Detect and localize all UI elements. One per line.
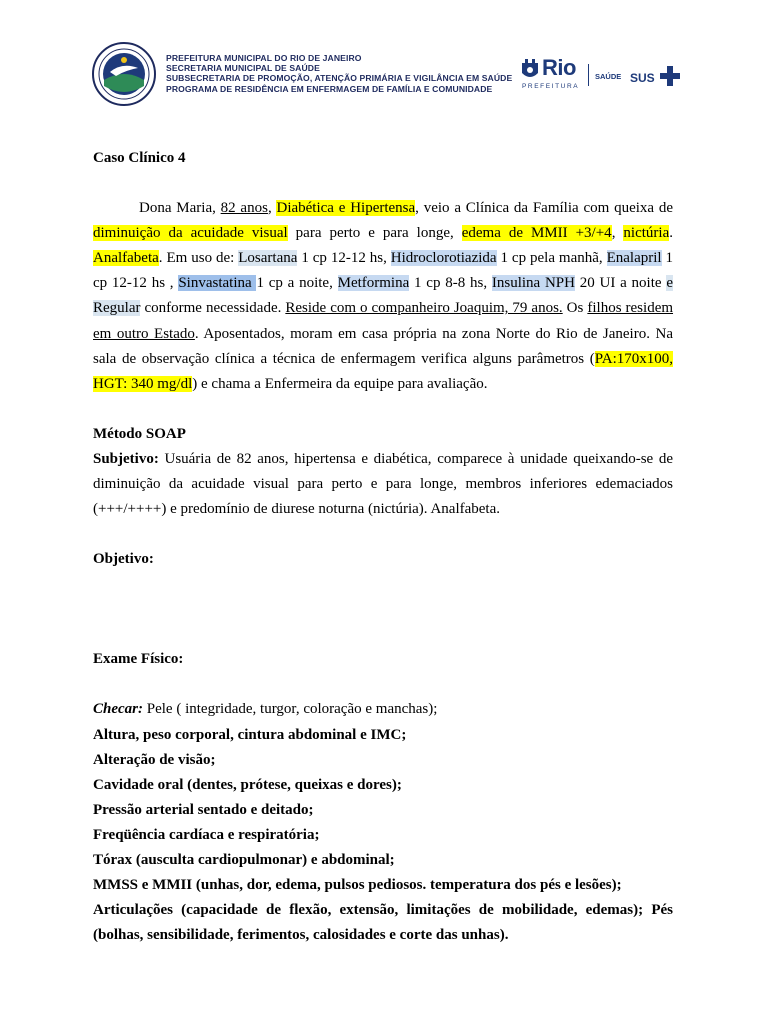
- subjetivo-text: Usuária de 82 anos, hipertensa e diabética, comparece à unidade queixando-se de diminuição da acuidade visual para perto e para longe, membros inferiores edemaciados (+++/++++) e predomínio de diurese noturna (nictúria). Analfabeta.: [93, 450, 673, 518]
- soap-title: Método SOAP: [93, 425, 186, 442]
- logo-divider: [588, 64, 589, 86]
- living-situation-underlined: Reside com o companheiro Joaquim, 79 anos.: [285, 300, 563, 317]
- text-run: , veio a Clínica da Família com queixa de: [415, 200, 674, 217]
- check-item: MMSS e MMII (unhas, dor, edema, pulsos pediosos. temperatura dos pés e lesões);: [93, 877, 622, 894]
- check-item: Cavidade oral (dentes, prótese, queixas e dores);: [93, 776, 402, 793]
- text-run: 1 cp pela manhã,: [496, 250, 607, 267]
- drug-hidroclorotiazida: Hidroclorotiazida: [390, 250, 497, 267]
- text-run: . Aposentados, moram em casa própria na zona Norte do Rio de Janeiro. Na sala de observação clínica a técnica de enfermagem verifica alguns parâmetros (: [93, 325, 673, 367]
- check-item: Articulações (capacidade de flexão, extensão, limitações de mobilidade, edemas); Pés (bolhas, sensibilidade, ferimentos, calosidades e corte das unhas).: [93, 902, 673, 944]
- drug-sinvastatina: Sinvastatina: [178, 275, 257, 292]
- text-run: ,: [267, 200, 277, 217]
- check-item: Altura, peso corporal, cintura abdominal e IMC;: [93, 726, 407, 743]
- check-pele: Pele ( integridade, turgor, coloração e manchas);: [143, 701, 438, 718]
- text-run: 1 cp 12-12 hs ,: [93, 250, 674, 292]
- text-run: Dona Maria,: [139, 200, 221, 217]
- illiterate-highlight: Analfabeta: [93, 250, 159, 267]
- sus-logo: [630, 66, 680, 86]
- nicturia-highlight: nictúria: [623, 225, 670, 242]
- drug-enalapril: Enalapril: [606, 250, 662, 267]
- spacer: [93, 522, 673, 547]
- drug-metformina: Metformina: [337, 275, 410, 292]
- text-run: para perto e para longe,: [287, 225, 462, 242]
- drug-regular: e Regular: [93, 275, 673, 317]
- rio-wordmark: Rio: [542, 55, 576, 80]
- text-run: ,: [611, 225, 624, 242]
- text-run: 1 cp a noite,: [256, 275, 338, 292]
- age-underlined: 82 anos: [220, 200, 268, 217]
- text-run: ) e chama a Enfermeira da equipe para avaliação.: [192, 375, 488, 392]
- header-line-4: PROGRAMA DE RESIDÊNCIA EM ENFERMAGEM DE FAMÍLIA E COMUNIDADE: [166, 83, 493, 94]
- text-run: .: [669, 225, 673, 242]
- header-institution-text: [166, 53, 512, 94]
- edema-highlight: edema de MMII +3/+4: [461, 225, 612, 242]
- checar-label: Checar:: [93, 701, 143, 718]
- subjetivo-paragraph: [93, 447, 673, 522]
- drug-insulina-nph: Insulina NPH: [491, 275, 575, 292]
- saude-wordmark: SAÚDE: [595, 72, 622, 81]
- children-underlined: filhos residem em outro Estado: [93, 300, 674, 342]
- subjetivo-label: Subjetivo:: [93, 450, 159, 467]
- vital-params-highlight: PA:170x100, HGT: 340 mg/dl: [93, 350, 673, 392]
- text-run: . Em uso de:: [158, 250, 239, 267]
- case-description: [93, 196, 673, 397]
- header-line-1: PREFEITURA MUNICIPAL DO RIO DE JANEIRO: [166, 53, 362, 63]
- residency-seal-logo: [92, 42, 156, 106]
- spacer: [93, 572, 673, 647]
- diagnosis-highlight: Diabética e Hipertensa: [276, 200, 416, 217]
- drug-losartana: Losartana: [238, 250, 298, 267]
- objetivo-label: Objetivo:: [93, 551, 154, 568]
- case-title: Caso Clínico 4: [93, 150, 186, 166]
- spacer: [93, 171, 673, 196]
- exame-fisico-label: Exame Físico:: [93, 651, 184, 668]
- check-item: Tórax (ausculta cardiopulmonar) e abdominal;: [93, 851, 395, 868]
- sus-cross-icon: [660, 66, 680, 86]
- text-run: 1 cp 12-12 hs,: [297, 250, 391, 267]
- spacer: [93, 672, 673, 697]
- rio-crest-icon: [520, 59, 540, 83]
- text-run: Os: [562, 300, 588, 317]
- sus-wordmark: SUS: [630, 71, 655, 85]
- spacer: [93, 397, 673, 422]
- check-item: Pressão arterial sentado e deitado;: [93, 801, 314, 818]
- document-header: [92, 42, 682, 106]
- header-line-3: SUBSECRETARIA DE PROMOÇÃO, ATENÇÃO PRIMÁRIA E VIGILÂNCIA EM SAÚDE: [166, 73, 513, 84]
- prefeitura-wordmark: PREFEITURA: [522, 83, 580, 90]
- check-item: Alteração de visão;: [93, 751, 216, 768]
- visual-complaint-highlight: diminuição da acuidade visual: [93, 225, 288, 242]
- check-item: Freqüência cardíaca e respiratória;: [93, 826, 320, 843]
- text-run: conforme necessidade.: [140, 300, 286, 317]
- document-body: [93, 146, 673, 948]
- text-run: 1 cp 8-8 hs,: [409, 275, 492, 292]
- header-line-2: SECRETARIA MUNICIPAL DE SAÚDE: [166, 63, 320, 74]
- check-item: [93, 697, 673, 722]
- text-run: 20 UI a noite: [574, 275, 667, 292]
